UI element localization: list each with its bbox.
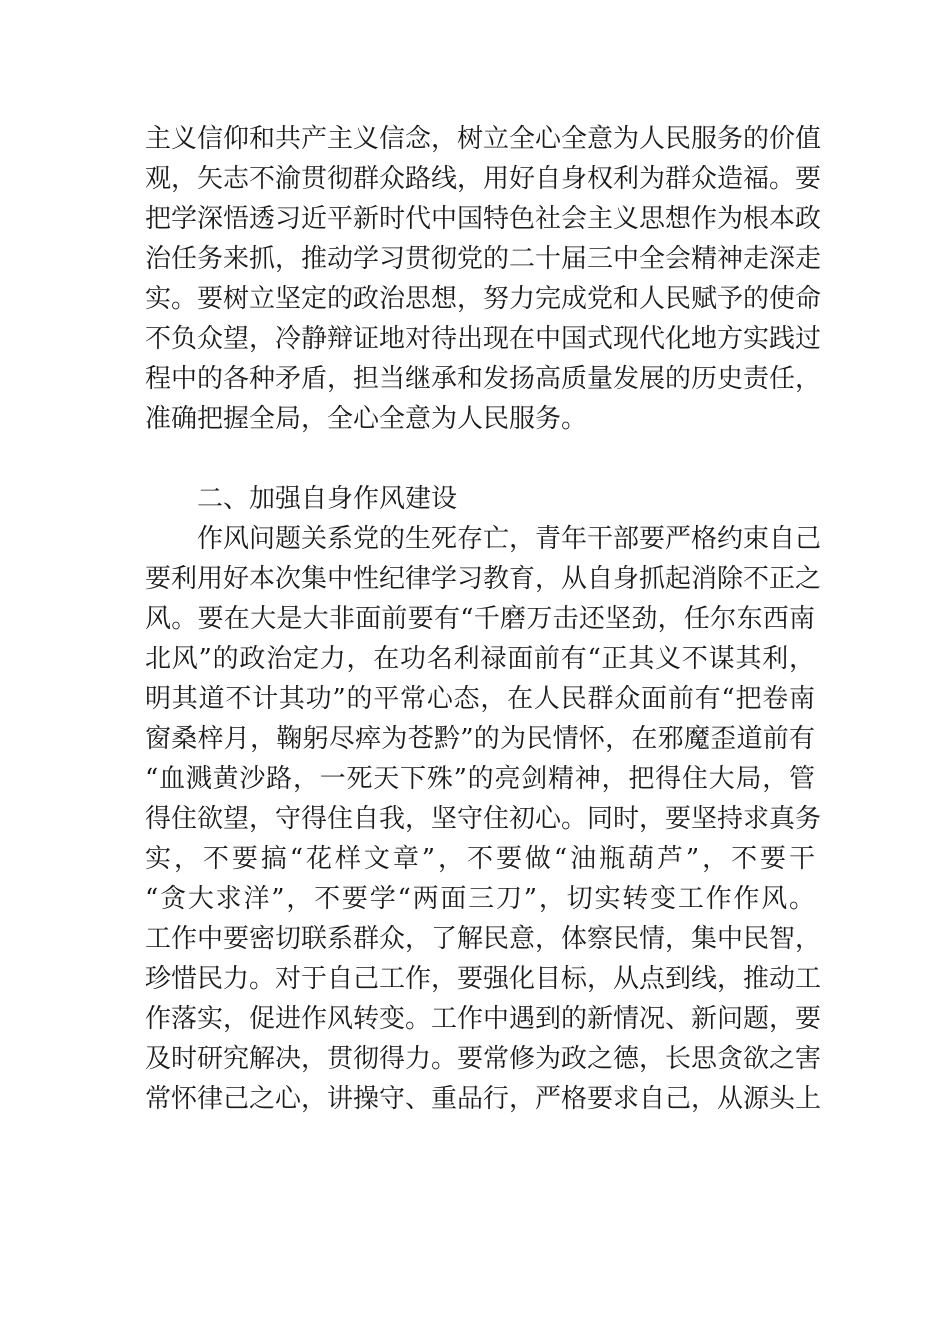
body-text-line: “贪大求洋”，不要学“两面三刀”，切实转变工作作风。 <box>145 884 815 914</box>
body-text-line: 作落实，促进作风转变。工作中遇到的新情况、新问题，要 <box>145 1004 822 1034</box>
body-text-line: 作风问题关系党的生死存亡，青年干部要严格约束自己 <box>197 524 822 554</box>
body-text-line: 把学深悟透习近平新时代中国特色社会主义思想作为根本政 <box>145 204 822 234</box>
body-text-line: 治任务来抓，推动学习贯彻党的二十届三中全会精神走深走 <box>145 244 822 274</box>
body-text-line: 工作中要密切联系群众，了解民意，体察民情，集中民智， <box>145 924 822 954</box>
body-text-line: 得住欲望，守得住自我，坚守住初心。同时，要坚持求真务 <box>145 804 822 834</box>
body-text-line: 窗桑梓月，鞠躬尽瘁为苍黔”的为民情怀，在邪魔歪道前有 <box>145 724 815 754</box>
body-text-line: “血溅黄沙路，一死天下殊”的亮剑精神，把得住大局，管 <box>145 764 815 794</box>
body-text-line: 北风”的政治定力，在功名利禄面前有“正其义不谋其利， <box>145 644 815 674</box>
body-text-line: 要利用好本次集中性纪律学习教育，从自身抓起消除不正之 <box>145 564 822 594</box>
body-text-line: 准确把握全局，全心全意为人民服务。 <box>145 404 588 434</box>
body-text-line: 程中的各种矛盾，担当继承和发扬高质量发展的历史责任， <box>145 364 822 394</box>
body-text-line: 不负众望，冷静辩证地对待出现在中国式现代化地方实践过 <box>145 324 822 354</box>
body-text-line: 明其道不计其功”的平常心态，在人民群众面前有“把卷南 <box>145 684 815 714</box>
body-text-line: 珍惜民力。对于自己工作，要强化目标，从点到线，推动工 <box>145 964 822 994</box>
body-text-line: 及时研究解决，贯彻得力。要常修为政之德，长思贪欲之害 <box>145 1044 822 1074</box>
body-text-line: 主义信仰和共产主义信念，树立全心全意为人民服务的价值 <box>145 124 822 154</box>
body-text-line: 实。要树立坚定的政治思想，努力完成党和人民赋予的使命 <box>145 284 822 314</box>
body-text-line: 常怀律己之心，讲操守、重品行，严格要求自己，从源头上 <box>145 1084 822 1114</box>
body-text-line: 风。要在大是大非面前要有“千磨万击还坚劲，任尔东西南 <box>145 604 815 634</box>
body-text-line: 实，不要搞“花样文章”，不要做“油瓶葫芦”，不要干 <box>145 844 815 874</box>
section-heading: 二、加强自身作风建设 <box>197 484 458 514</box>
body-text-line: 观，矢志不渝贯彻群众路线，用好自身权利为群众造福。要 <box>145 164 822 194</box>
